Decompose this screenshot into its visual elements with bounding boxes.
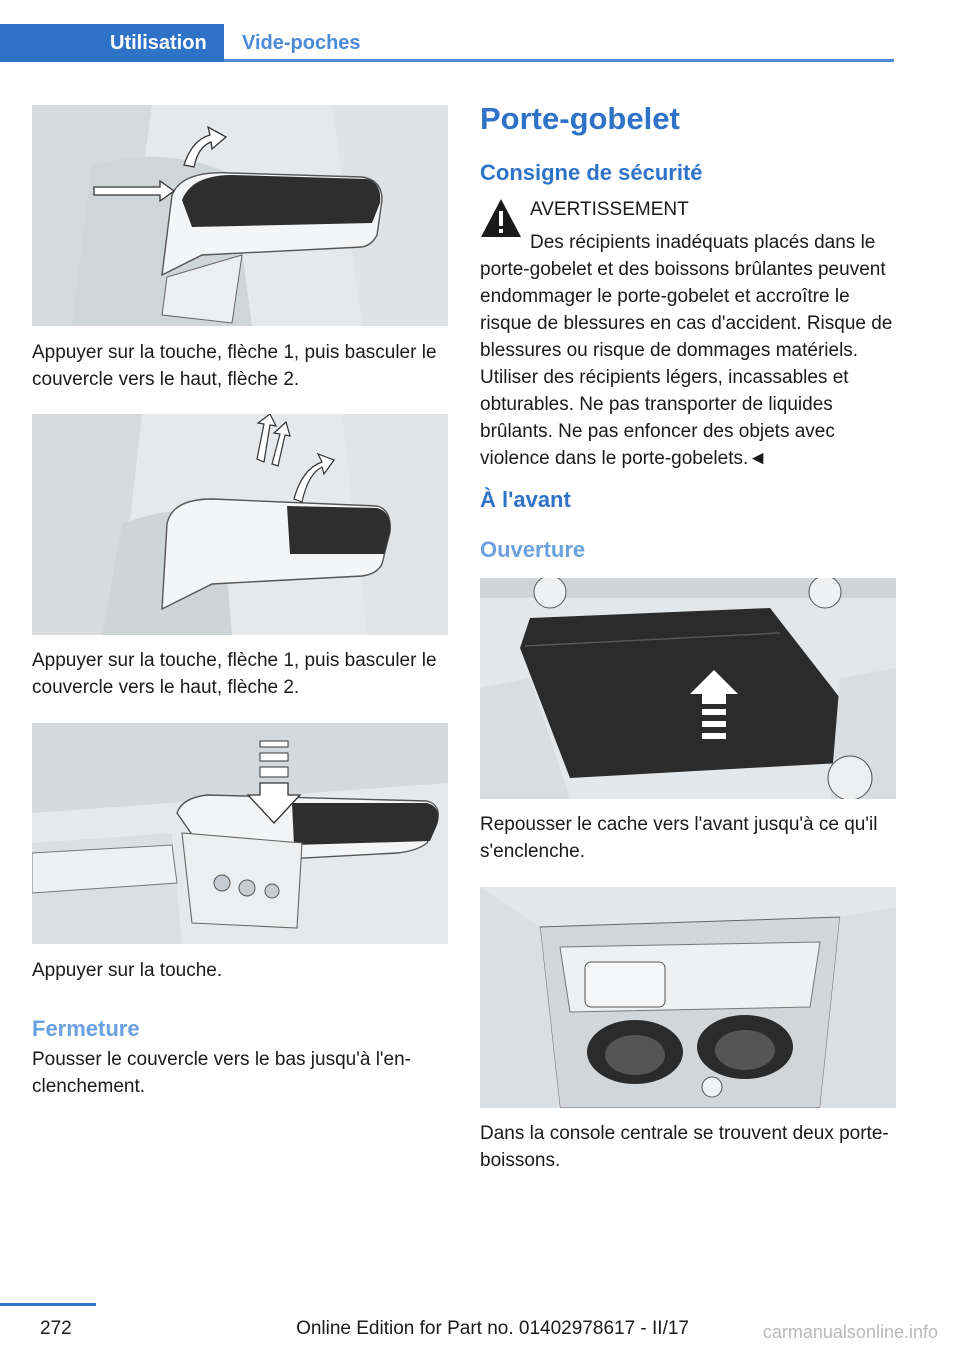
armrest-button-figure (32, 723, 448, 944)
page-header (0, 0, 960, 62)
armrest-open-figure-1 (32, 105, 448, 326)
armrest-open-figure-2 (32, 414, 448, 635)
tab-vide-poches[interactable]: Vide-poches (242, 32, 361, 54)
warning-title: AVERTISSEMENT (530, 199, 689, 220)
caption-cover: Repousser le cache vers l'avant jusqu'à ce qu'il s'enclenche. (480, 814, 878, 862)
tab-utilisation[interactable]: Utilisation (0, 24, 224, 62)
edition-info: Online Edition for Part no. 01402978617 - II/17 (296, 1318, 689, 1339)
heading-opening: Ouverture (480, 537, 586, 562)
watermark: carmanualsonline.info (762, 1322, 938, 1342)
cupholder-cover-figure (480, 578, 896, 799)
section-title: Porte-gobelet (480, 101, 680, 136)
caption-cupholders: Dans la console centrale se trouvent deux porte-boissons. (480, 1123, 889, 1171)
fermeture-text: Pousser le couvercle vers le bas jusqu'à l'enclenchement. (32, 1049, 411, 1097)
page-number: 272 (40, 1318, 72, 1339)
heading-fermeture: Fermeture (32, 1016, 140, 1041)
warning-text: Des récipients inadéquats placés dans le porte-gobelet et des boissons brûlantes peuvent endommager le porte-gobelet et accroître le risque de blessures en cas d'accident. Risque de blessures ou risque de dommages matériels. Utiliser des récipients légers, incassables et obturables. Ne pas transporter de liquides brûlants. Ne pas enfoncer des objets avec violence dans le porte-gobelets.◄ (480, 232, 893, 469)
caption-armrest-3: Appuyer sur la touche. (32, 960, 223, 981)
caption-armrest-1: Appuyer sur la touche, flèche 1, puis basculer le couvercle vers le haut, flèche 2. (32, 342, 437, 390)
heading-front: À l'avant (480, 487, 571, 512)
footer-divider (0, 1303, 96, 1306)
cupholders-figure (480, 887, 896, 1108)
heading-safety: Consigne de sécurité (480, 160, 703, 185)
caption-armrest-2: Appuyer sur la touche, flèche 1, puis basculer le couvercle vers le haut, flèche 2. (32, 650, 437, 698)
header-divider (224, 59, 894, 62)
